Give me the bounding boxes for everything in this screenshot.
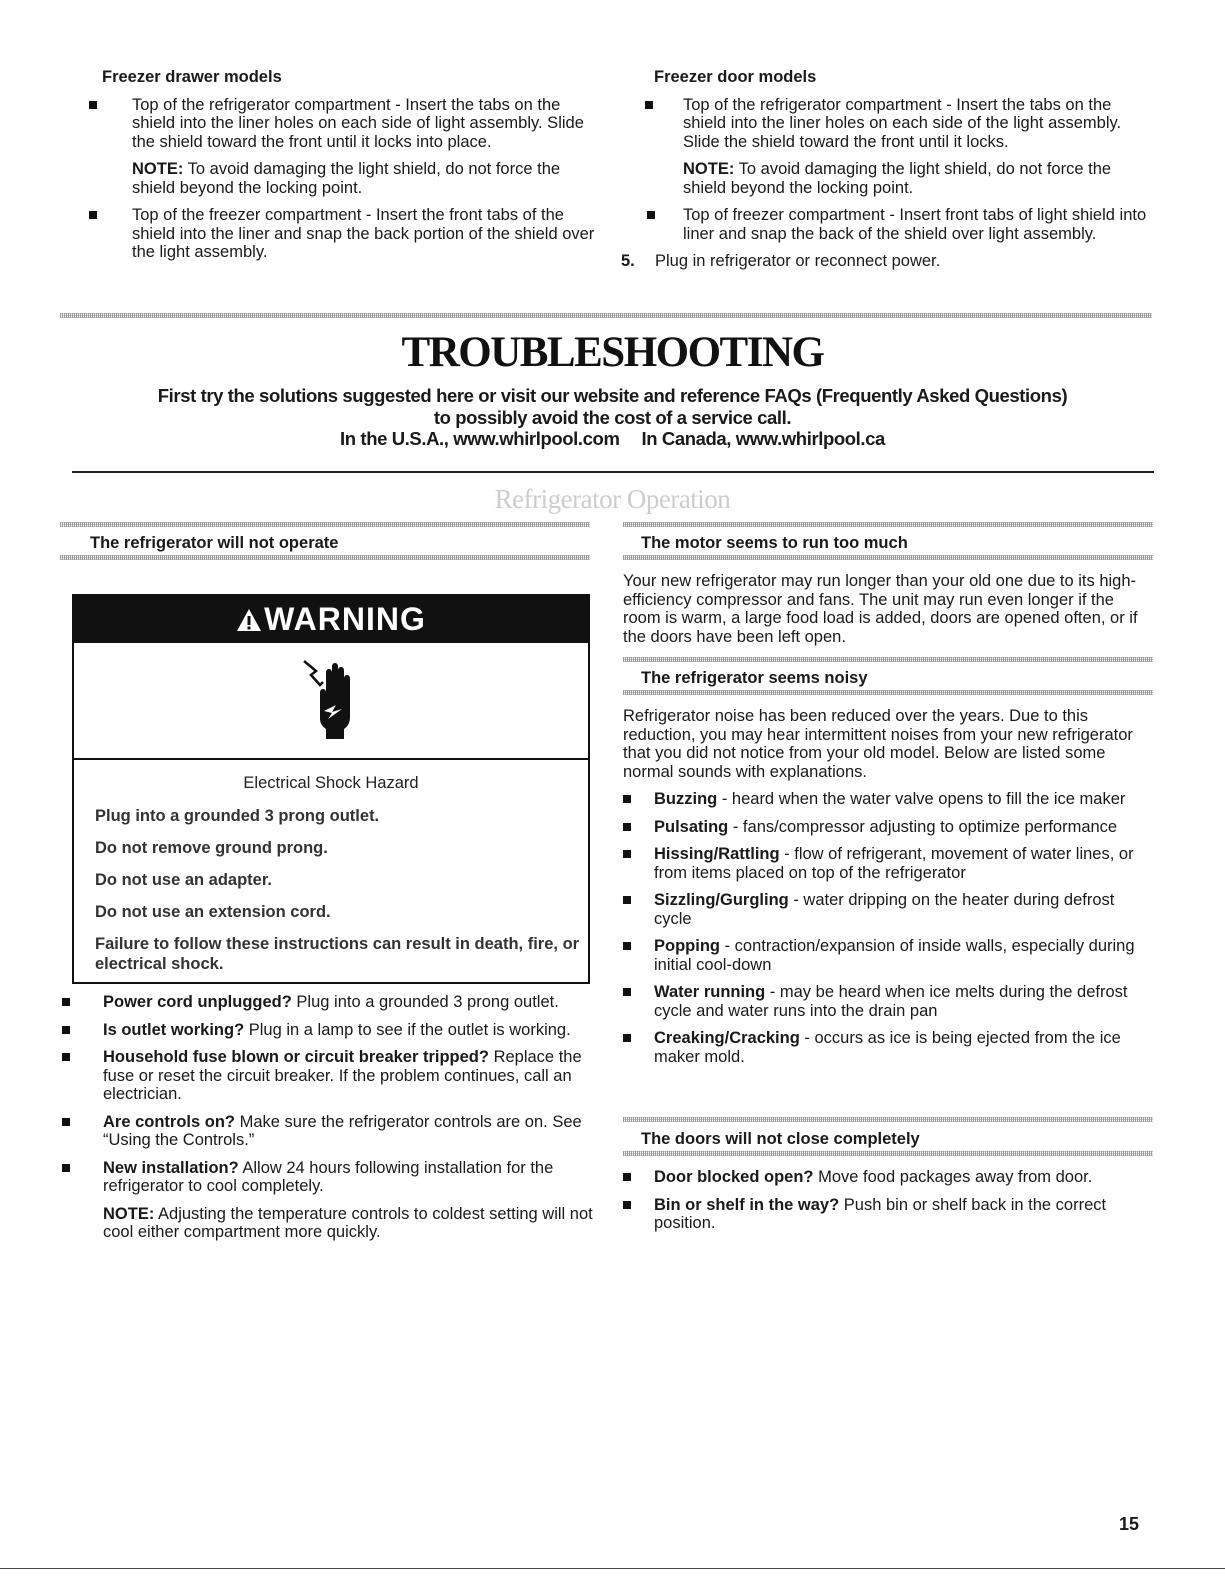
step-5: 5. Plug in refrigerator or reconnect power. <box>621 252 941 270</box>
list-item: Water running - may be heard when ice melts during the defrost cycle and water runs into the drain pan <box>623 983 1148 1020</box>
list-item: Top of the refrigerator compartment - Insert the tabs on the shield into the liner holes on each side of light assembly. Slide the shield toward the front until it locks into place. <box>60 96 595 152</box>
list-item: Buzzing - heard when the water valve opens to fill the ice maker <box>623 790 1148 809</box>
divider <box>60 555 590 560</box>
bullet-square-icon <box>623 1173 631 1181</box>
will-not-operate-list <box>60 993 600 1251</box>
freezer-door-heading: Freezer door models <box>654 68 817 86</box>
bullet-square-icon <box>89 101 97 109</box>
bullet-square-icon <box>62 1053 70 1061</box>
list-item: Door blocked open? Move food packages away from door. <box>623 1168 1148 1187</box>
list-item: Pulsating - fans/compressor adjusting to optimize performance <box>623 818 1148 837</box>
issue-heading: The motor seems to run too much <box>641 534 908 552</box>
bullet-square-icon <box>623 942 631 950</box>
hazard-title: Electrical Shock Hazard <box>243 774 419 792</box>
list-item: Are controls on? Make sure the refrigerator controls are on. See “Using the Controls.” <box>60 1113 600 1150</box>
divider <box>623 690 1153 695</box>
list-item: Household fuse blown or circuit breaker tripped? Replace the fuse or reset the circuit breaker. If the problem continues, call an electrician. <box>60 1048 600 1104</box>
freezer-drawer-section <box>60 68 595 271</box>
freezer-drawer-heading: Freezer drawer models <box>102 68 282 86</box>
list-item: Creaking/Cracking - occurs as ice is being ejected from the ice maker mold. <box>623 1029 1148 1066</box>
note: NOTE: To avoid damaging the light shield, do not force the shield beyond the locking point. <box>132 160 561 197</box>
divider <box>60 522 590 527</box>
electric-shock-hand-icon <box>302 659 362 741</box>
issue-heading: The doors will not close completely <box>641 1130 920 1148</box>
intro-text: First try the solutions suggested here or visit our website and reference FAQs (Frequently Asked Questions) to possibly avoid the cost of a service call. In the U.S.A., www.whirlpool.com In Canada, www.whirlpool.ca <box>157 385 1068 449</box>
doors-section <box>623 1168 1148 1242</box>
electric-shock-icon-area <box>74 643 588 760</box>
bullet-square-icon <box>623 896 631 904</box>
warning-triangle-icon <box>236 598 262 645</box>
bullet-square-icon <box>623 1201 631 1209</box>
bullet-square-icon <box>623 850 631 858</box>
noisy-section: Refrigerator noise has been reduced over the years. Due to this reduction, you may hear intermittent noises from your new refrigerator that you did not notice from your old model. Below are listed some normal sounds with explanations. Buzzing - heard when the water valve opens to fill the ice maker Pulsating - fans/compressor adjusting to optimize performance Hissing/Rattling - flow of refrigerant, movement of water lines, or from items placed on top of the refrigerator Sizzling/Gurgling - water dripping on the heater during defrost cycle Popping - contraction/expansion of inside walls, especially during initial cool-down Water running - may be heard when ice melts during the defrost cycle and water runs into the drain pan Creaking/Cracking - occurs as ice is being ejected from the ice maker mold. <box>623 707 1148 1075</box>
divider <box>623 522 1153 527</box>
list-item: New installation? Allow 24 hours following installation for the refrigerator to cool completely. <box>60 1159 600 1196</box>
list-item: Power cord unplugged? Plug into a grounded 3 prong outlet. <box>60 993 600 1012</box>
divider <box>72 471 1154 473</box>
divider <box>623 555 1153 560</box>
section-heading: Refrigerator Operation <box>494 484 731 514</box>
list-item: Is outlet working? Plug in a lamp to see if the outlet is working. <box>60 1021 600 1040</box>
list-item: Hissing/Rattling - flow of refrigerant, movement of water lines, or from items placed on top of the refrigerator <box>623 845 1148 882</box>
list-item: Top of freezer compartment - Insert front tabs of light shield into liner and snap the back of the shield over light assembly. <box>617 206 1152 243</box>
divider <box>623 1151 1153 1156</box>
bullet-square-icon <box>62 998 70 1006</box>
issue-heading: The refrigerator seems noisy <box>641 669 868 687</box>
page-edge <box>0 1568 1225 1569</box>
warning-body: Electrical Shock Hazard Plug into a grounded 3 prong outlet. Do not remove ground prong. Do not use an adapter. Do not use an extension cord. Failure to follow these instructions can result in death, fire, or electrical shock. <box>74 760 588 974</box>
bullet-square-icon <box>89 211 97 219</box>
bullet-square-icon <box>62 1118 70 1126</box>
page-title: TROUBLESHOOTING <box>401 329 824 376</box>
divider <box>623 657 1153 662</box>
warning-box <box>72 594 590 984</box>
note: NOTE: Adjusting the temperature controls to coldest setting will not cool either compartment more quickly. <box>103 1204 593 1241</box>
list-item: Bin or shelf in the way? Push bin or shelf back in the correct position. <box>623 1196 1148 1233</box>
note: NOTE: To avoid damaging the light shield, do not force the shield beyond the locking point. <box>683 160 1112 197</box>
bullet-square-icon <box>645 101 653 109</box>
bullet-square-icon <box>647 211 655 219</box>
issue-heading: The refrigerator will not operate <box>90 534 339 552</box>
page-number: 15 <box>1118 1514 1139 1534</box>
list-item: Sizzling/Gurgling - water dripping on the heater during defrost cycle <box>623 891 1148 928</box>
divider <box>623 1117 1153 1122</box>
bullet-square-icon <box>62 1026 70 1034</box>
list-item: Popping - contraction/expansion of inside walls, especially during initial cool-down <box>623 937 1148 974</box>
bullet-square-icon <box>62 1164 70 1172</box>
bullet-square-icon <box>623 988 631 996</box>
list-item: Top of the refrigerator compartment - Insert the tabs on the shield into the liner holes on each side of the light assembly. Slide the shield toward the front until it locks. <box>617 96 1152 152</box>
divider <box>60 313 1152 318</box>
bullet-square-icon <box>623 823 631 831</box>
bullet-square-icon <box>623 1034 631 1042</box>
motor-text: Your new refrigerator may run longer than your old one due to its high-efficiency compressor and fans. The unit may run even longer if the room is warm, a large food load is added, doors are opened often, or if the doors have been left open. <box>623 572 1138 646</box>
warning-banner: WARNING <box>74 596 588 643</box>
freezer-door-section <box>617 68 1152 271</box>
list-item: Top of the freezer compartment - Insert the front tabs of the shield into the liner and snap the back portion of the shield over the light assembly. <box>60 206 595 262</box>
bullet-square-icon <box>623 795 631 803</box>
